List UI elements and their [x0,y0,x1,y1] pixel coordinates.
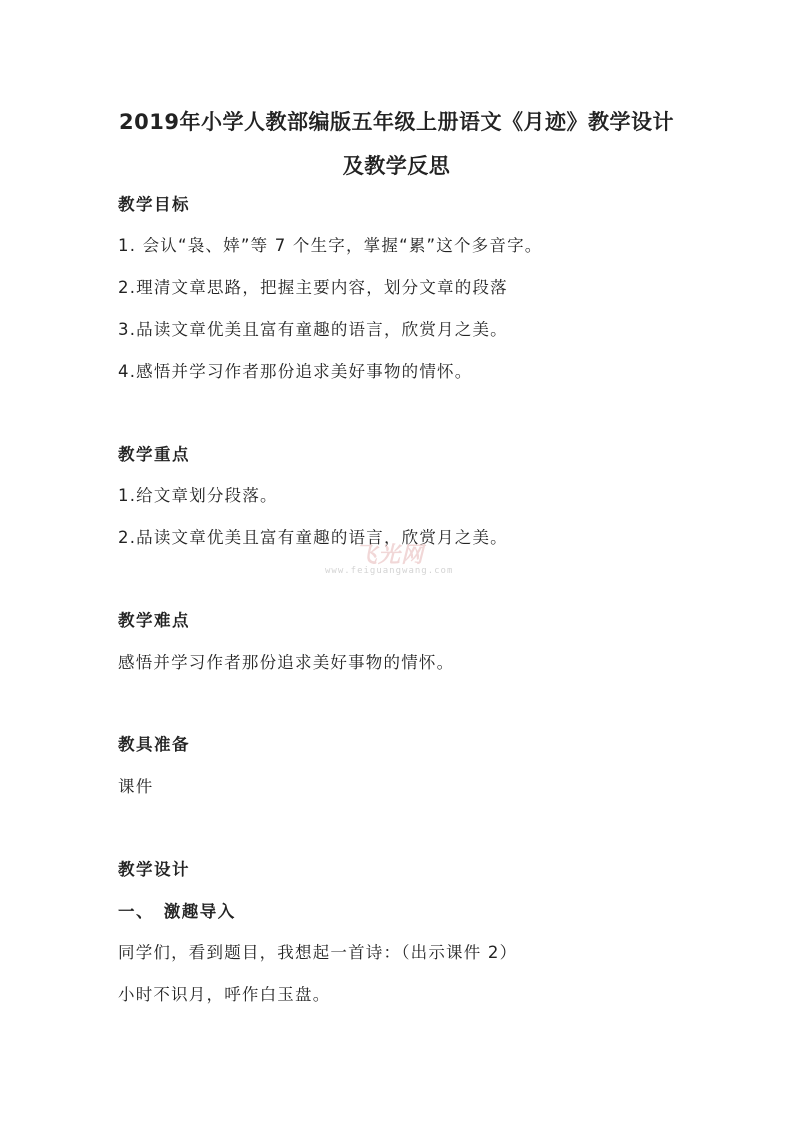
watermark-logo: 飞光网 [355,543,425,568]
goal-item-3: 3.品读文章优美且富有童趣的语言，欣赏月之美。 [118,320,508,339]
key-points-heading: 教学重点 [118,445,190,464]
design-paragraph-1: 同学们，看到题目，我想起一首诗：（出示课件 2） [118,943,518,962]
design-heading: 教学设计 [118,860,190,879]
goal-item-4: 4.感悟并学习作者那份追求美好事物的情怀。 [118,362,473,381]
materials-text: 课件 [118,777,154,796]
document-title-line2: 及教学反思 [342,154,451,178]
goals-heading: 教学目标 [118,195,190,214]
document-title-line1: 2019年小学人教部编版五年级上册语文《月迹》教学设计 [119,110,674,134]
watermark-url: www.feiguangwang.com [325,566,454,576]
design-paragraph-2: 小时不识月，呼作白玉盘。 [118,985,331,1004]
design-step-1: 一、 激趣导入 [118,902,236,921]
key-point-item-1: 1.给文章划分段落。 [118,486,278,505]
difficulties-text: 感悟并学习作者那份追求美好事物的情怀。 [118,653,455,672]
watermark [325,538,465,588]
difficulties-heading: 教学难点 [118,611,190,630]
goal-item-1: 1. 会认“袅、婞”等 7 个生字，掌握“累”这个多音字。 [118,236,543,255]
materials-heading: 教具准备 [118,735,190,754]
key-point-item-2: 2.品读文章优美且富有童趣的语言，欣赏月之美。 [118,528,508,547]
goal-item-2: 2.理清文章思路，把握主要内容，划分文章的段落 [118,278,508,297]
